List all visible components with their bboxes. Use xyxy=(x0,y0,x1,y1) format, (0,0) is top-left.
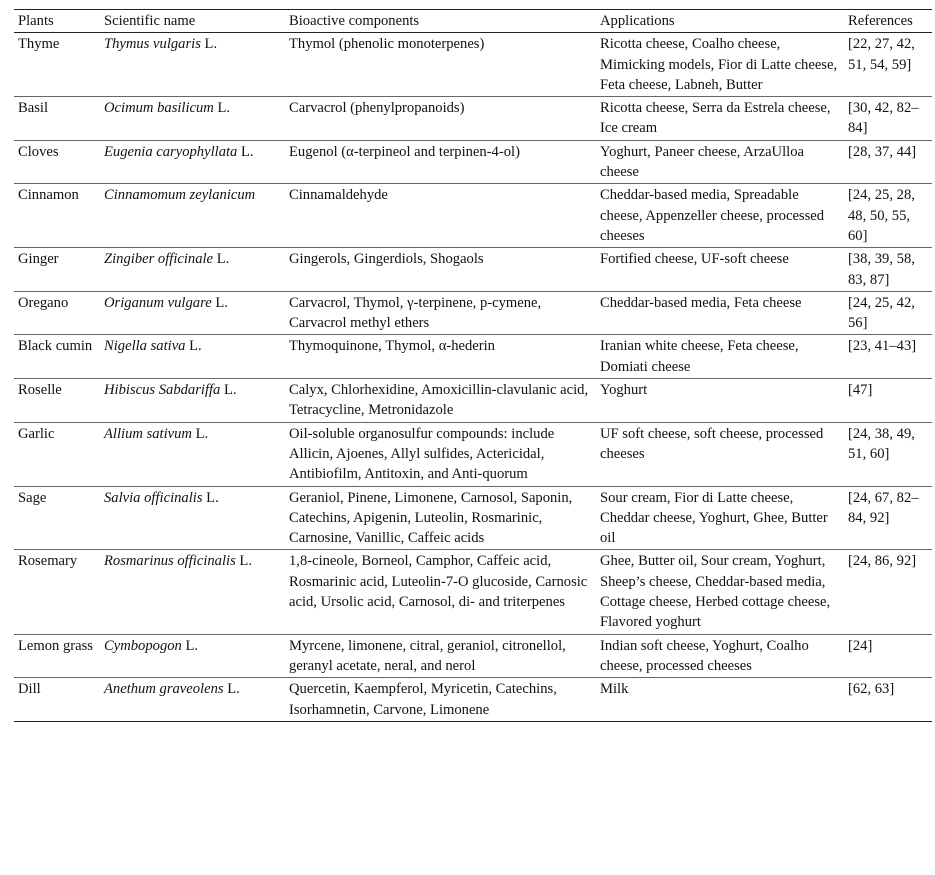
components-cell: Eugenol (α-terpineol and terpinen-4-ol) xyxy=(289,143,520,160)
scientific-name-cell xyxy=(100,184,285,248)
scientific-name: Thymus vulgaris xyxy=(104,36,201,53)
table-row xyxy=(14,379,932,423)
plant-cell: Oregano xyxy=(18,294,69,311)
components-cell: Carvacrol (phenylpropanoids) xyxy=(289,100,465,117)
scientific-author: L. xyxy=(185,338,202,355)
scientific-name: Eugenia caryophyllata xyxy=(104,143,238,160)
scientific-author: L. xyxy=(181,637,199,654)
table-row xyxy=(14,422,932,486)
plant-cell: Black cumin xyxy=(18,338,93,355)
references-cell: [47] xyxy=(848,382,873,399)
scientific-name-cell xyxy=(100,379,285,423)
scientific-name-cell xyxy=(100,634,285,678)
scientific-name: Cinnamomum zeylanicum xyxy=(104,187,256,204)
scientific-author: L. xyxy=(191,425,209,442)
scientific-name: Rosmarinus officinalis xyxy=(104,553,236,570)
applications-cell: Ricotta cheese, Serra da Estrela cheese, Ice cream xyxy=(600,100,831,137)
table-row xyxy=(14,486,932,550)
scientific-name-cell xyxy=(100,248,285,292)
header-applications: Applications xyxy=(600,13,675,29)
applications-cell: Cheddar-based media, Feta cheese xyxy=(600,294,802,311)
table-header xyxy=(14,10,932,33)
scientific-author: L. xyxy=(237,143,254,160)
plant-cell: Dill xyxy=(18,681,41,698)
scientific-name: Allium sativum xyxy=(104,425,192,442)
header-scientific-name: Scientific name xyxy=(104,13,196,29)
applications-cell: Fortified cheese, UF-soft cheese xyxy=(600,251,789,268)
references-cell: [30, 42, 82–84] xyxy=(848,100,919,137)
references-cell: [62, 63] xyxy=(848,681,895,698)
scientific-name: Anethum graveolens xyxy=(104,681,224,698)
table-row xyxy=(14,140,932,184)
scientific-name: Ocimum basilicum xyxy=(104,100,214,117)
components-cell: Carvacrol, Thymol, γ-terpinene, p-cymene, Carvacrol methyl ethers xyxy=(289,294,542,332)
references-cell: [24, 67, 82–84, 92] xyxy=(848,489,919,526)
table-row xyxy=(14,33,932,97)
applications-cell: Milk xyxy=(600,681,629,698)
references-cell: [28, 37, 44] xyxy=(848,143,917,160)
scientific-author: L. xyxy=(211,294,228,311)
applications-cell: Cheddar-based media, Spreadable cheese, Appenzeller cheese, processed cheeses xyxy=(600,187,825,244)
components-cell: Quercetin, Kaempferol, Myricetin, Catechins, Isorhamnetin, Carvone, Limonene xyxy=(289,681,557,718)
bioactive-plants-table xyxy=(14,9,932,722)
scientific-name-cell xyxy=(100,335,285,379)
plant-cell: Cloves xyxy=(18,143,59,160)
table-row xyxy=(14,678,932,722)
table-row xyxy=(14,335,932,379)
references-cell: [24, 25, 42, 56] xyxy=(848,294,915,332)
scientific-name: Hibiscus Sabdariffa xyxy=(104,382,221,399)
components-cell: Gingerols, Gingerdiols, Shogaols xyxy=(289,251,484,268)
components-cell: Cinnamaldehyde xyxy=(289,187,388,204)
scientific-name: Salvia officinalis xyxy=(104,489,203,506)
references-cell: [24, 86, 92] xyxy=(848,553,917,570)
references-cell: [24, 25, 28, 48, 50, 55, 60] xyxy=(848,187,915,244)
scientific-author: L. xyxy=(213,100,231,117)
components-cell: Thymol (phenolic monoterpenes) xyxy=(289,36,485,53)
applications-cell: Sour cream, Fior di Latte cheese, Cheddar cheese, Yoghurt, Ghee, Butter oil xyxy=(600,489,828,547)
scientific-name-cell xyxy=(100,550,285,634)
plant-cell: Cinnamon xyxy=(18,187,79,204)
applications-cell: Yoghurt, Paneer cheese, ArzaUlloa cheese xyxy=(600,143,804,181)
scientific-name-cell xyxy=(100,678,285,722)
table-body xyxy=(14,33,932,722)
scientific-author: L. xyxy=(223,681,240,698)
references-cell: [38, 39, 58, 83, 87] xyxy=(848,251,915,288)
scientific-author: L. xyxy=(200,36,218,53)
applications-cell: UF soft cheese, soft cheese, processed cheeses xyxy=(600,425,824,462)
table-row xyxy=(14,291,932,335)
plant-cell: Basil xyxy=(18,100,48,117)
header-plants: Plants xyxy=(18,13,54,29)
scientific-name-cell xyxy=(100,140,285,184)
table-container xyxy=(14,9,932,722)
references-cell: [24] xyxy=(848,637,873,654)
scientific-author: L. xyxy=(202,489,219,506)
applications-cell: Ghee, Butter oil, Sour cream, Yoghurt, Sheep’s cheese, Cheddar-based media, Cottage cheese, Herbed cottage cheese, Flavored yoghurt xyxy=(600,553,831,631)
scientific-name-cell xyxy=(100,486,285,550)
components-cell: 1,8-cineole, Borneol, Camphor, Caffeic acid, Rosmarinic acid, Luteolin-7-O glucoside, Carnosic acid, Ursolic acid, Carnosol, di- and triterpenes xyxy=(289,553,588,611)
header-row xyxy=(14,10,932,33)
components-cell: Oil-soluble organosulfur compounds: include Allicin, Ajoenes, Allyl sulfides, Actericidal, Antibiofilm, Antitoxin, and Anti-quorum xyxy=(289,425,555,483)
references-cell: [23, 41–43] xyxy=(848,338,917,355)
header-bioactive-components: Bioactive components xyxy=(289,13,420,29)
table-row xyxy=(14,97,932,141)
scientific-author: L. xyxy=(235,553,252,570)
scientific-name: Origanum vulgare xyxy=(104,294,212,311)
components-cell: Calyx, Chlorhexidine, Amoxicillin-clavulanic acid, Tetracycline, Metronidazole xyxy=(289,382,589,419)
components-cell: Geraniol, Pinene, Limonene, Carnosol, Saponin, Catechins, Apigenin, Luteolin, Rosmarinic, Carnosine, Vanillic, Caffeic acids xyxy=(289,489,573,547)
plant-cell: Sage xyxy=(18,489,47,506)
components-cell: Myrcene, limonene, citral, geraniol, citronellol, geranyl acetate, neral, and nerol xyxy=(289,637,566,674)
scientific-name-cell xyxy=(100,291,285,335)
header-references: References xyxy=(848,13,913,29)
references-cell: [24, 38, 49, 51, 60] xyxy=(848,425,915,462)
scientific-name: Nigella sativa xyxy=(104,338,186,355)
plant-cell: Lemon grass xyxy=(18,637,93,654)
plant-cell: Ginger xyxy=(18,251,59,268)
applications-cell: Indian soft cheese, Yoghurt, Coalho cheese, processed cheeses xyxy=(600,637,809,674)
plant-cell: Rosemary xyxy=(18,553,78,570)
components-cell: Thymoquinone, Thymol, α-hederin xyxy=(289,338,495,355)
scientific-name-cell xyxy=(100,97,285,141)
scientific-author: L. xyxy=(220,382,237,399)
scientific-author: L. xyxy=(213,251,230,268)
scientific-name: Zingiber officinale xyxy=(104,251,214,268)
table-row xyxy=(14,248,932,292)
scientific-name-cell xyxy=(100,422,285,486)
scientific-name: Cymbopogon xyxy=(104,637,182,654)
scientific-name-cell xyxy=(100,33,285,97)
table-row xyxy=(14,634,932,678)
table-row xyxy=(14,550,932,634)
applications-cell: Ricotta cheese, Coalho cheese, Mimicking models, Fior di Latte cheese, Feta cheese, Labneh, Butter xyxy=(600,36,838,93)
applications-cell: Yoghurt xyxy=(600,382,648,399)
plant-cell: Roselle xyxy=(18,382,62,399)
table-row xyxy=(14,184,932,248)
applications-cell: Iranian white cheese, Feta cheese, Domiati cheese xyxy=(600,338,799,375)
references-cell: [22, 27, 42, 51, 54, 59] xyxy=(848,36,915,73)
plant-cell: Garlic xyxy=(18,425,55,442)
plant-cell: Thyme xyxy=(18,36,60,53)
